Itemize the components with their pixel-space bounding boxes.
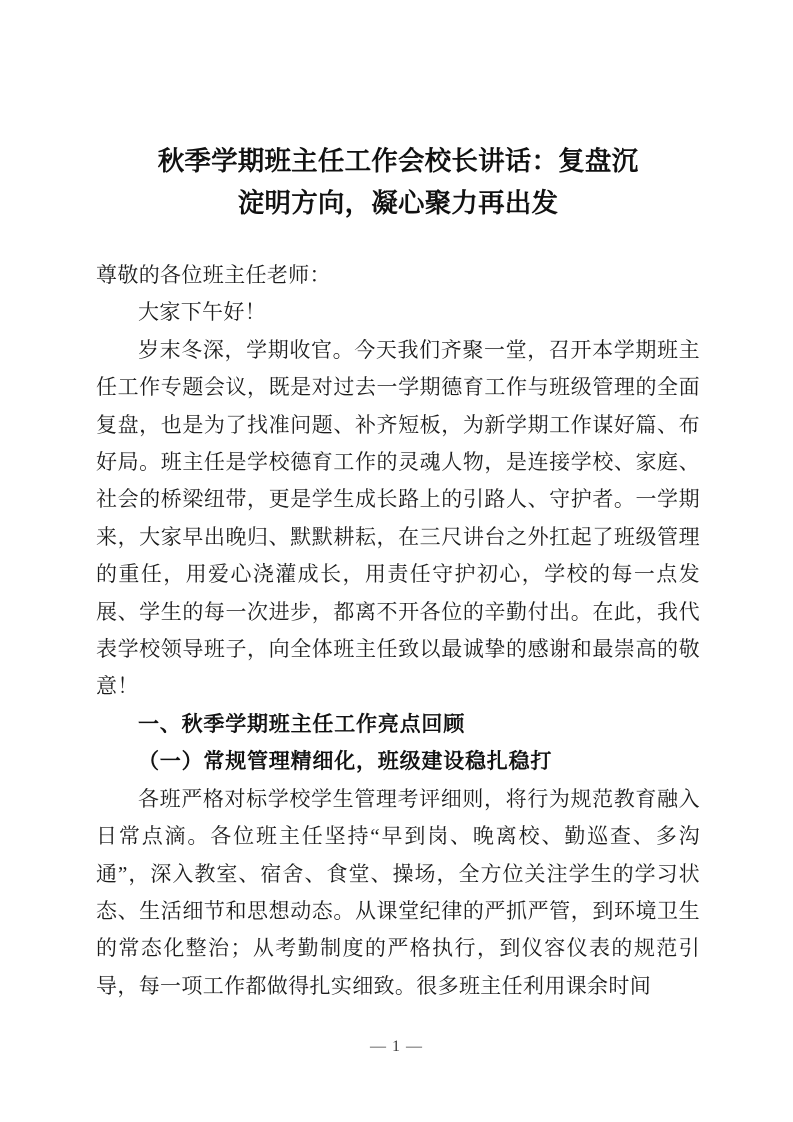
- salutation-line: 尊敬的各位班主任老师：: [96, 263, 331, 287]
- heading-level-2: （一）常规管理精细化，班级建设稳扎稳打: [138, 749, 553, 774]
- heading-level-1: 一、秋季学期班主任工作亮点回顾: [138, 711, 465, 736]
- page-title: [96, 0, 700, 225]
- page-number-footer: — 1 —: [370, 1038, 423, 1055]
- body-paragraph-1: 岁末冬深，学期收官。今天我们齐聚一堂，召开本学期班主任工作专题会议，既是对过去一学期德育工作与班级管理的全面复盘，也是为了找准问题、补齐短板，为新学期工作谋好篇、布好局。班主任是学校德育工作的灵魂人物，是连接学校、家庭、社会的桥梁纽带，更是学生成长路上的引路人、守护者。一学期来，大家早出晚归、默默耕耘，在三尺讲台之外扛起了班级管理的重任，用爱心浇灌成长，用责任守护初心，学校的每一点发展、学生的每一次进步，都离不开各位的辛勤付出。在此，我代表学校领导班子，向全体班主任致以最诚挚的感谢和最崇高的敬意！: [96, 337, 700, 699]
- page-content: [96, 0, 700, 1005]
- page-title-line-1: 秋季学期班主任工作会校长讲话：复盘沉: [157, 146, 639, 177]
- greeting-line: 大家下午好！: [138, 300, 267, 325]
- page-title-line-2: 淀明方向，凝心聚力再出发: [237, 188, 559, 219]
- body-paragraph-2: 各班严格对标学校学生管理考评细则，将行为规范教育融入日常点滴。各位班主任坚持“早到岗、晚离校、勤巡查、多沟通”，深入教室、宿舍、食堂、操场，全方位关注学生的学习状态、生活细节和思想动态。从课堂纪律的严抓严管，到环境卫生的常态化整治；从考勤制度的严格执行，到仪容仪表的规范引导，每一项工作都做得扎实细致。很多班主任利用课余时间: [96, 786, 700, 998]
